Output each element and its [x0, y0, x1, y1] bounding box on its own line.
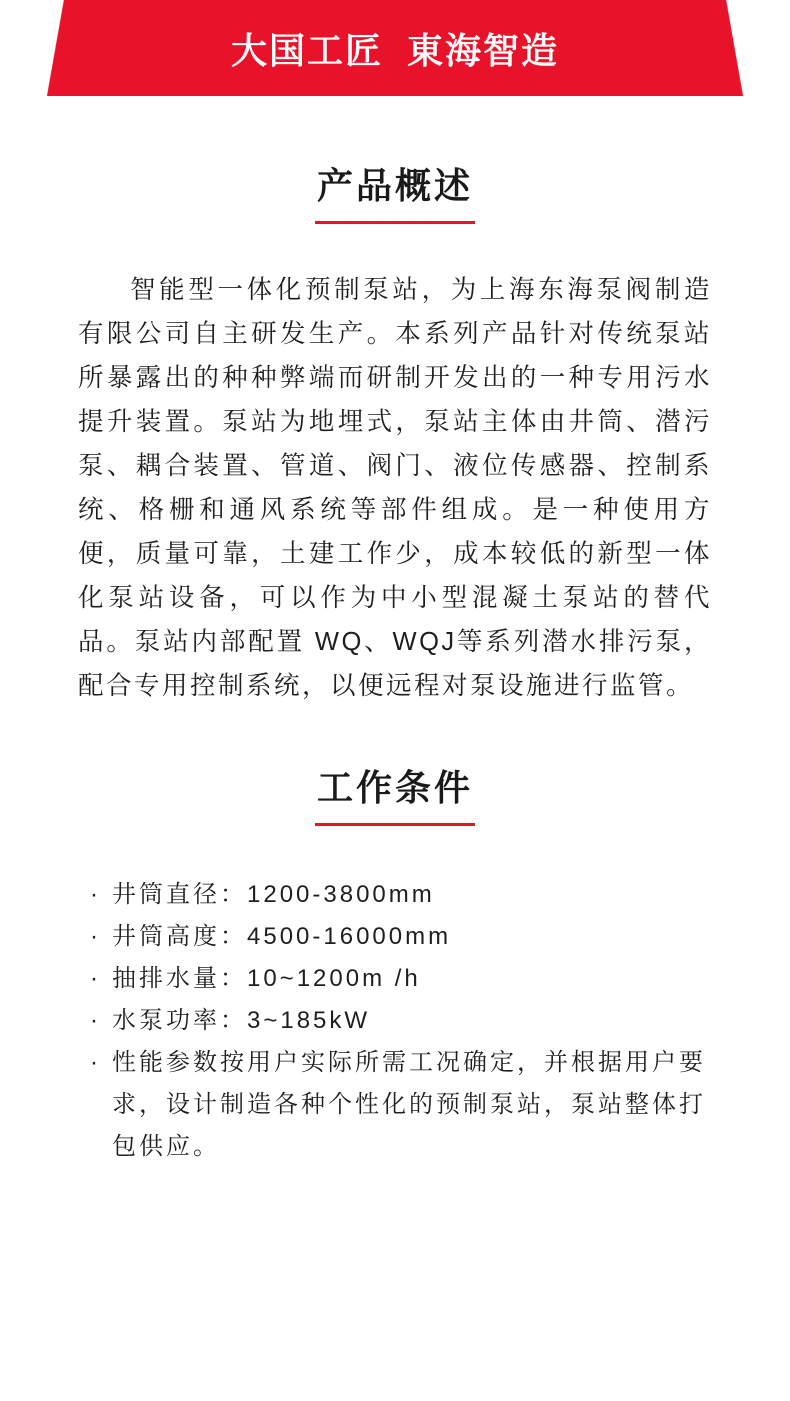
list-item [90, 874, 712, 916]
overview-title-wrap [0, 164, 790, 224]
conditions-list [90, 874, 712, 1168]
bullet-icon: · [90, 965, 101, 993]
section-working-conditions [0, 708, 790, 1168]
banner-title: 大国工匠 東海智造 [230, 29, 559, 71]
list-item [90, 1042, 712, 1168]
overview-body-text: 智能型一体化预制泵站，为上海东海泵阀制造有限公司自主研发生产。本系列产品针对传统泵站所暴露出的种种弊端而研制开发出的一种专用污水提升装置。泵站为地埋式，泵站主体由井筒、潜污泵、耦合装置、管道、阀门、液位传感器、控制系统、格栅和通风系统等部件组成。是一种使用方便，质量可靠，土建工作少，成本较低的新型一体化泵站设备，可以作为中小型混凝土泵站的替代品。泵站内部配置 WQ、WQJ等系列潜水排污泵，配合专用控制系统，以便远程对泵设施进行监管。 [78, 276, 712, 701]
condition-text: 性能参数按用户实际所需工况确定，并根据用户要求，设计制造各种个性化的预制泵站，泵站整体打包供应。 [112, 1049, 706, 1161]
conditions-section-title: 工作条件 [316, 767, 473, 809]
overview-section-title: 产品概述 [316, 165, 473, 206]
list-item [90, 958, 712, 1000]
bullet-icon: · [90, 881, 101, 909]
list-item [90, 1000, 712, 1042]
conditions-title-underline [315, 823, 475, 826]
page-banner [0, 0, 790, 96]
condition-text: 水泵功率：3~185kW [112, 1007, 371, 1035]
bullet-icon: · [90, 1049, 101, 1077]
conditions-title-wrap [0, 766, 790, 826]
section-product-overview [0, 96, 790, 708]
bullet-icon: · [90, 1007, 101, 1035]
condition-text: 井筒高度：4500-16000mm [112, 923, 452, 951]
list-item [90, 916, 712, 958]
overview-title-underline [315, 221, 475, 224]
bullet-icon: · [90, 923, 101, 951]
condition-text: 井筒直径：1200-3800mm [112, 881, 435, 909]
condition-text: 抽排水量：10~1200m /h [112, 965, 421, 993]
